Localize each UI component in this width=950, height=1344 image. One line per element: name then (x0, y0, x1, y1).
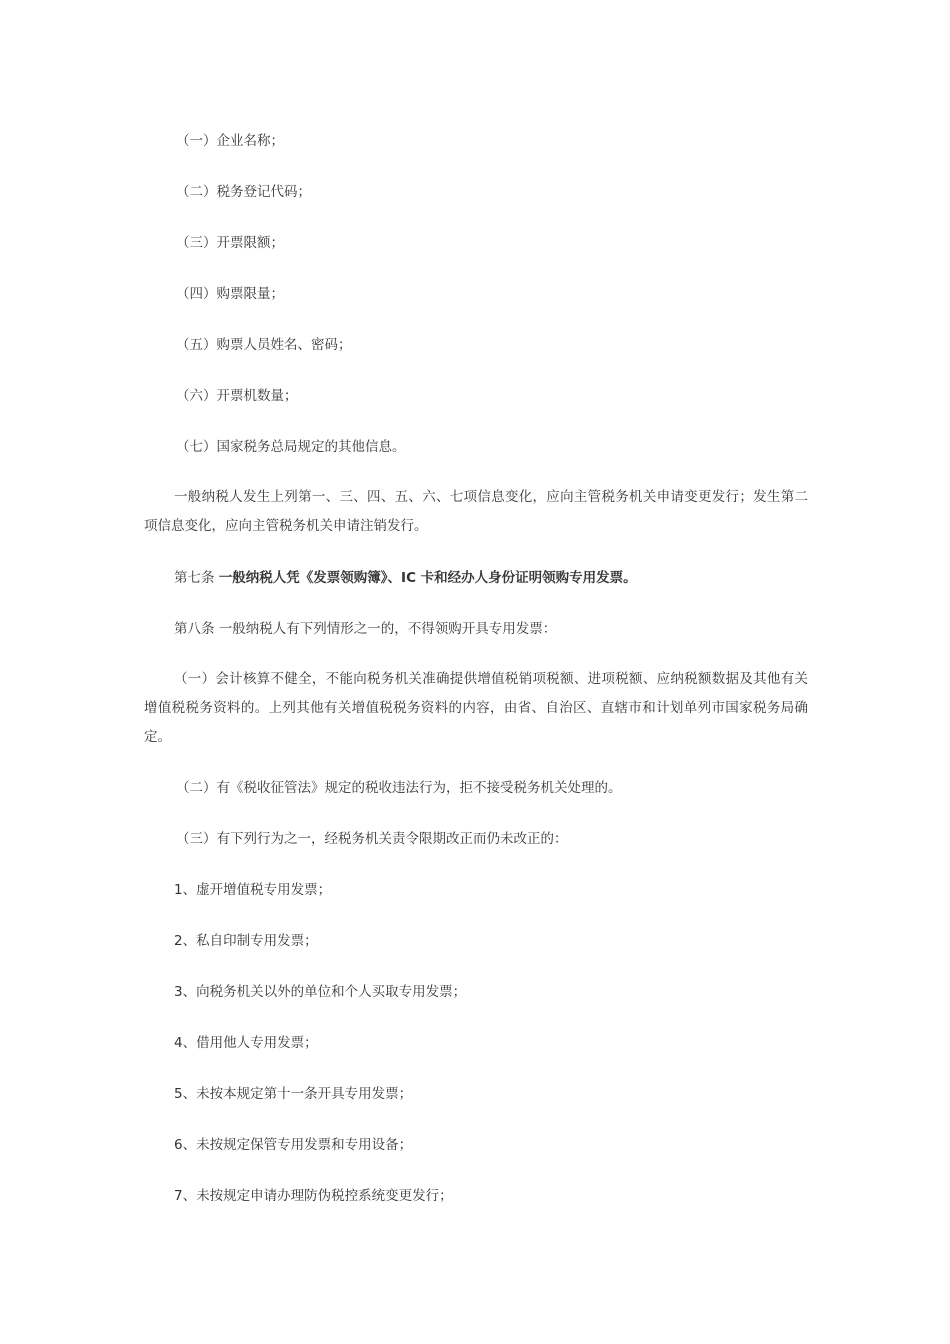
article-7-text: 一般纳税人凭《发票领购簿》、IC 卡和经办人身份证明领购专用发票。 (218, 570, 637, 586)
sub-item-1: 1、虚开增值税专用发票； (174, 882, 332, 898)
info-item-5: （五）购票人员姓名、密码； (176, 337, 352, 353)
sub-item-7: 7、未按规定申请办理防伪税控系统变更发行； (174, 1188, 453, 1204)
article-7 (174, 568, 637, 588)
sub-item-5: 5、未按本规定第十一条开具专用发票； (174, 1086, 413, 1102)
article-7-label: 第七条 (174, 570, 215, 586)
info-item-1: （一）企业名称； (176, 133, 284, 149)
article-8-label: 第八条 (174, 621, 215, 637)
article-8-item-1: （一）会计核算不健全，不能向税务机关准确提供增值税销项税额、进项税额、应纳税额数据及其他有关增值税税务资料的。上列其他有关增值税税务资料的内容，由省、自治区、直辖市和计划单列市国家税务局确定。 (144, 671, 808, 745)
info-item-3: （三）开票限额； (176, 235, 284, 251)
sub-item-3: 3、向税务机关以外的单位和个人买取专用发票； (174, 984, 467, 1000)
article-8-text: 一般纳税人有下列情形之一的，不得领购开具专用发票： (218, 621, 557, 637)
sub-item-2: 2、私自印制专用发票； (174, 933, 318, 949)
sub-item-4: 4、借用他人专用发票； (174, 1035, 318, 1051)
info-item-7: （七）国家税务总局规定的其他信息。 (176, 439, 406, 455)
info-item-2: （二）税务登记代码； (176, 184, 311, 200)
article-8 (174, 619, 556, 639)
info-item-6: （六）开票机数量； (176, 388, 298, 404)
article-8-item-3: （三）有下列行为之一，经税务机关责令限期改正而仍未改正的： (176, 831, 568, 847)
article-8-item-2: （二）有《税收征管法》规定的税收违法行为，拒不接受税务机关处理的。 (176, 780, 622, 796)
change-paragraph: 一般纳税人发生上列第一、三、四、五、六、七项信息变化，应向主管税务机关申请变更发行；发生第二项信息变化，应向主管税务机关申请注销发行。 (144, 489, 808, 534)
sub-item-6: 6、未按规定保管专用发票和专用设备； (174, 1137, 413, 1153)
info-item-4: （四）购票限量； (176, 286, 284, 302)
